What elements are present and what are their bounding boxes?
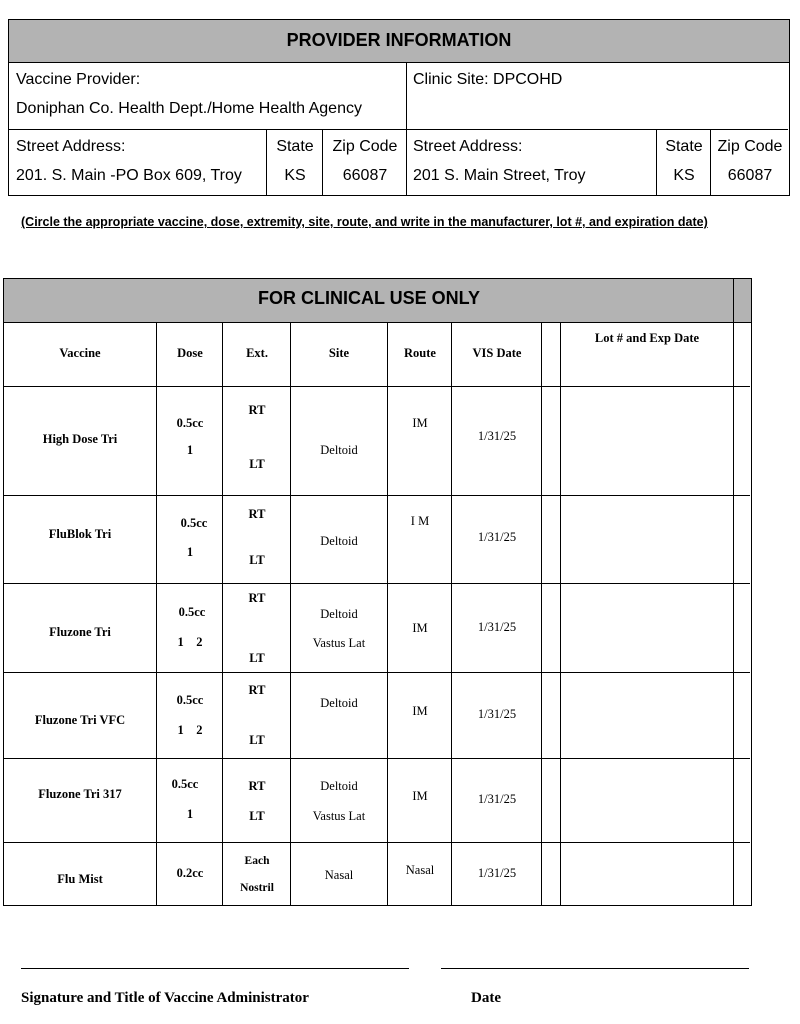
provider-information-title: PROVIDER INFORMATION [9, 20, 789, 63]
route: I M [410, 514, 430, 528]
route: IM [412, 416, 428, 430]
vis-date: 1/31/25 [477, 792, 517, 806]
state-label-right: State [665, 138, 703, 155]
extremity-left: LT [249, 457, 265, 471]
vaccine-name: High Dose Tri [42, 432, 118, 446]
dose: 0.2cc [176, 866, 204, 880]
clinical-title: FOR CLINICAL USE ONLY [257, 288, 481, 308]
site: Deltoid [320, 534, 358, 548]
vis-date: 1/31/25 [477, 866, 517, 880]
extremity-right: RT [248, 507, 266, 521]
site-alt: Vastus Lat [312, 809, 366, 823]
extremity-nostril: Nostril [240, 882, 274, 894]
zip-value-left: 66087 [342, 167, 388, 184]
zip-value-right: 66087 [727, 167, 773, 184]
state-value-right: KS [673, 167, 695, 184]
header-site: Site [328, 346, 350, 360]
vaccine-name: Fluzone Tri [49, 625, 111, 639]
vis-date: 1/31/25 [477, 530, 517, 544]
dose: 0.5cc [180, 516, 208, 530]
extremity-right: RT [248, 591, 266, 605]
extremity-right: RT [248, 779, 266, 793]
dose-number: 1 [186, 545, 194, 559]
vaccine-provider-value: Doniphan Co. Health Dept./Home Health Agency [16, 100, 362, 117]
vaccine-name: Fluzone Tri 317 [38, 787, 122, 801]
header-vaccine: Vaccine [59, 346, 101, 360]
site: Deltoid [320, 607, 358, 621]
route: IM [412, 789, 428, 803]
site: Deltoid [320, 779, 358, 793]
extremity-left: LT [249, 651, 265, 665]
dose-number: 1 [186, 807, 194, 821]
signature-label: Signature and Title of Vaccine Administrator [21, 990, 309, 1006]
street-address-label-left: Street Address: [16, 138, 126, 155]
site: Deltoid [320, 696, 358, 710]
street-address-value-right: 201 S. Main Street, Troy [413, 167, 586, 184]
extremity-left: LT [249, 809, 265, 823]
header-ext: Ext. [246, 346, 268, 360]
street-address-label-right: Street Address: [413, 138, 523, 155]
date-line[interactable] [441, 968, 749, 969]
zip-label-left: Zip Code [332, 138, 398, 155]
extremity-each: Each [244, 855, 270, 867]
header-dose: Dose [177, 346, 203, 360]
dose-number: 1 2 [177, 723, 203, 737]
dose: 0.5cc [176, 416, 204, 430]
zip-label-right: Zip Code [717, 138, 783, 155]
vis-date: 1/31/25 [477, 620, 517, 634]
vaccine-name: Fluzone Tri VFC [34, 713, 126, 727]
vis-date: 1/31/25 [477, 429, 517, 443]
extremity-right: RT [248, 683, 266, 697]
vaccine-provider-label: Vaccine Provider: [16, 71, 141, 88]
site: Deltoid [320, 443, 358, 457]
clinical-use-table [3, 278, 752, 906]
site-alt: Vastus Lat [312, 636, 366, 650]
instructions: (Circle the appropriate vaccine, dose, extremity, site, route, and write in the manufacturer, lot #, and expiration date) [21, 215, 708, 229]
header-route: Route [404, 346, 436, 360]
vaccine-name: Flu Mist [57, 872, 103, 886]
route: IM [412, 621, 428, 635]
signature-line[interactable] [21, 968, 409, 969]
extremity-left: LT [249, 733, 265, 747]
state-value-left: KS [284, 167, 306, 184]
vis-date: 1/31/25 [477, 707, 517, 721]
header-vis-date: VIS Date [472, 346, 522, 360]
header-lot-exp: Lot # and Exp Date [594, 331, 700, 345]
provider-information-table [8, 19, 790, 196]
dose: 0.5cc [178, 605, 206, 619]
vaccine-name: FluBlok Tri [48, 527, 112, 541]
route: Nasal [405, 863, 435, 877]
site: Nasal [324, 868, 354, 882]
dose-number: 1 2 [177, 635, 203, 649]
dose-number: 1 [186, 443, 194, 457]
clinic-site: Clinic Site: DPCOHD [413, 71, 563, 88]
street-address-value-left: 201. S. Main -PO Box 609, Troy [16, 167, 242, 184]
route: IM [412, 704, 428, 718]
dose: 0.5cc [176, 693, 204, 707]
extremity-right: RT [248, 403, 266, 417]
date-label: Date [471, 990, 501, 1006]
dose: 0.5cc [171, 777, 199, 791]
state-label-left: State [276, 138, 314, 155]
extremity-left: LT [249, 553, 265, 567]
